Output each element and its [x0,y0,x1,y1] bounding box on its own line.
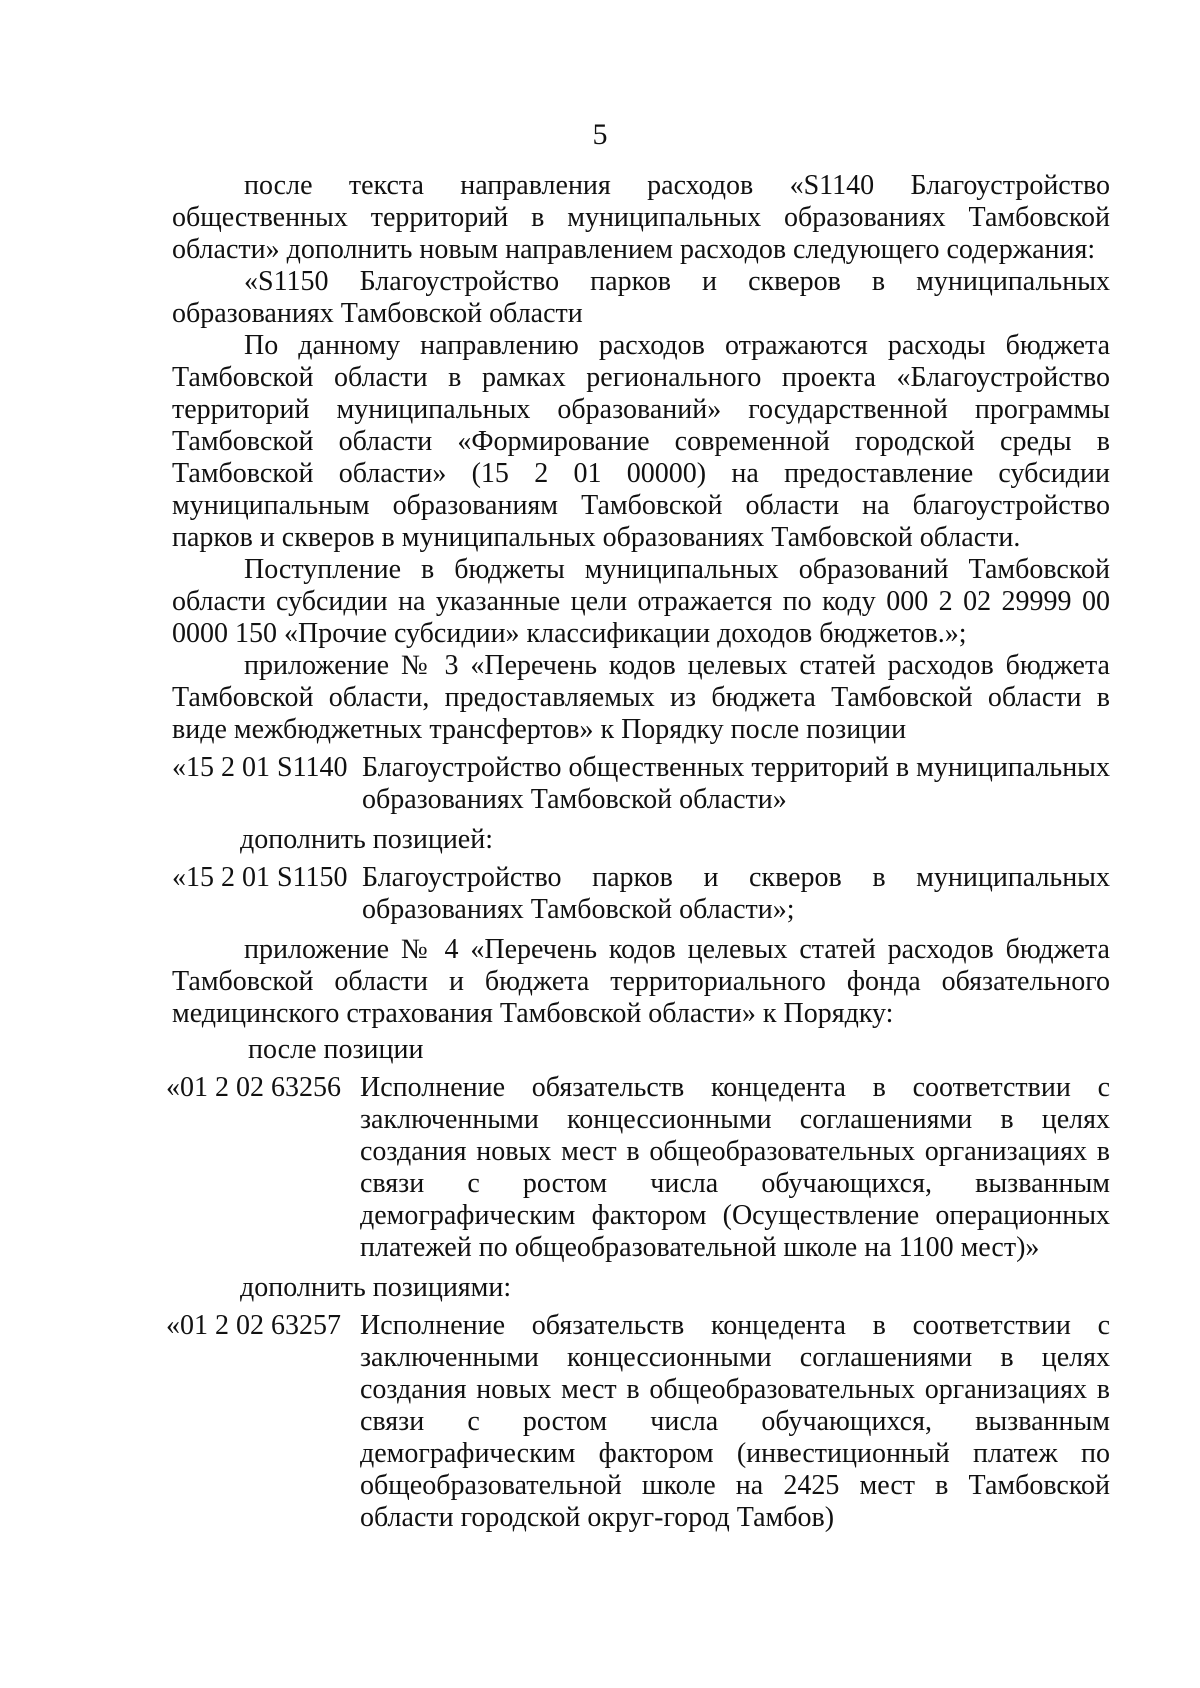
after-position-label: после позиции [248,1034,424,1065]
add-positions-label: дополнить позициями: [240,1272,512,1303]
position-code: «15 2 01 S1140 [172,752,348,783]
page-number: 5 [592,118,608,151]
position-code: «01 2 02 63257 [166,1310,341,1341]
position-code: «01 2 02 63256 [166,1072,341,1103]
paragraph-s1150-title: «S1150 Благоустройство парков и скверов в муниципальных образованиях Тамбовской области [172,266,1110,329]
position-entry [166,1310,1110,1534]
position-description: Исполнение обязательств концедента в соответствии с заключенными концессионными соглашениями в целях создания новых мест в общеобразовательных организациях в связи с ростом числа обучающихся, вызванным демографическим фактором (инвестиционный платеж по общеобразовательной школе на 2425 мест в Тамбовской области городской округ-город Тамбов) [360,1310,1110,1533]
position-code: «15 2 01 S1150 [172,862,348,893]
position-entry [166,1072,1110,1264]
position-entry [172,862,1110,926]
position-description: Исполнение обязательств концедента в соответствии с заключенными концессионными соглашениями в целях создания новых мест в общеобразовательных организациях в связи с ростом числа обучающихся, вызванным демографическим фактором (Осуществление операционных платежей по общеобразовательной школе на 1100 мест)» [360,1072,1110,1263]
document-body [166,170,1110,1542]
paragraph-s1150-description: По данному направлению расходов отражаются расходы бюджета Тамбовской области в рамках регионального проекта «Благоустройство территорий муниципальных образований» государственной программы Тамбовской области «Формирование современной городской среды в Тамбовской области» (15 2 01 00000) на предоставление субсидии муниципальным образованиям Тамбовской области на благоустройство парков и скверов в муниципальных образованиях Тамбовской области. [172,330,1110,553]
paragraph-appendix-3: приложение № 3 «Перечень кодов целевых статей расходов бюджета Тамбовской области, предоставляемых из бюджета Тамбовской области в виде межбюджетных трансфертов» к Порядку после позиции [172,650,1110,745]
position-description: Благоустройство парков и скверов в муниципальных образованиях Тамбовской области»; [362,862,1110,925]
paragraph-income-code: Поступление в бюджеты муниципальных образований Тамбовской области субсидии на указанные цели отражается по коду 000 2 02 29999 00 0000 150 «Прочие субсидии» классификации доходов бюджетов.»; [172,554,1110,649]
position-entry [172,752,1110,816]
position-description: Благоустройство общественных территорий в муниципальных образованиях Тамбовской области» [362,752,1110,815]
add-position-label: дополнить позицией: [240,824,493,855]
paragraph-appendix-4: приложение № 4 «Перечень кодов целевых статей расходов бюджета Тамбовской области и бюджета территориального фонда обязательного медицинского страхования Тамбовской области» к Порядку: [172,934,1110,1029]
paragraph-after-s1140: после текста направления расходов «S1140 Благоустройство общественных территорий в муниципальных образованиях Тамбовской области» дополнить новым направлением расходов следующего содержания: [172,170,1110,265]
